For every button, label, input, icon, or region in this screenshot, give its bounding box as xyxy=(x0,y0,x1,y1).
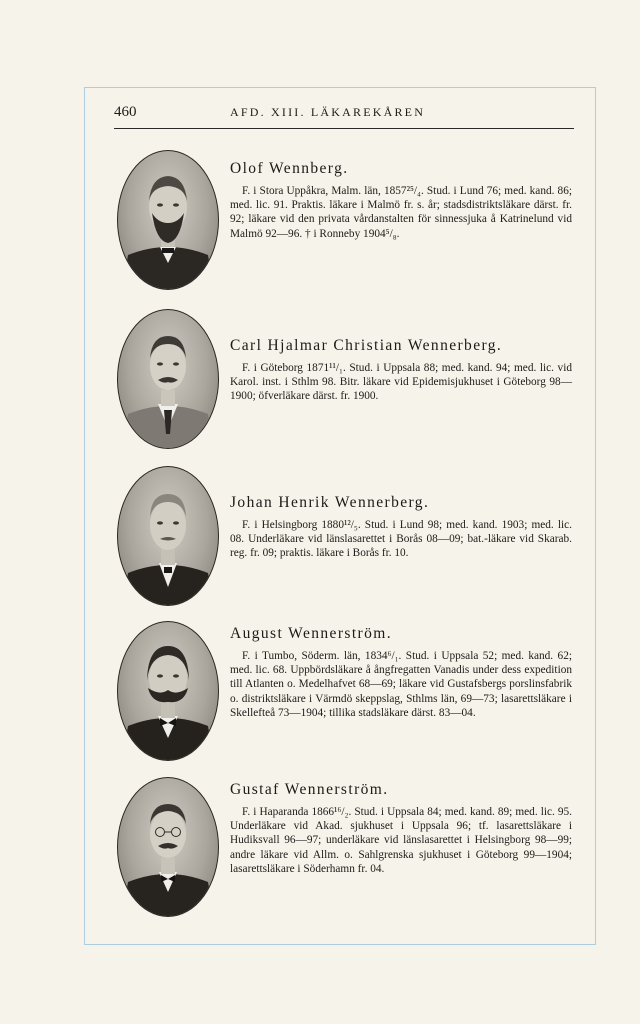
person-name: Carl Hjalmar Christian Wennerberg. xyxy=(230,337,503,354)
portrait-illustration xyxy=(118,310,218,448)
person-name: Olof Wennberg. xyxy=(230,160,349,177)
person-name: Gustaf Wennerström. xyxy=(230,781,389,798)
person-biography: F. i Göteborg 1871¹¹/₁. Stud. i Uppsala 88; med. kand. 94; med. lic. vid Karol. inst. i Sthlm 98. Bitr. läkare vid Epidemisjukhuset i Göteborg 98—1900; öfverläkare därst. fr. 1900. xyxy=(230,362,572,403)
person-biography: F. i Tumbo, Söderm. län, 1834⁶/₁. Stud. i Uppsala 52; med. kand. 62; med. lic. 68. Uppbördsläkare å ångfregatten Vanadis under dess expedition till Atlanten o. Medelhafvet 68—69; läkare vid Gustafsbergs porslinsfabrik o. distriktsläkare i Värmdö skeppslag, Sthlms län, 69—73; lasarettsläkare i Skellefteå 73—1904; tillika stadsläkare därst. 83—04. xyxy=(230,650,572,719)
page-number: 460 xyxy=(114,104,137,120)
portrait-photo xyxy=(117,309,219,449)
page-header xyxy=(114,104,574,129)
person-name: August Wennerström. xyxy=(230,625,392,642)
person-biography: F. i Haparanda 1866¹⁶/₂. Stud. i Uppsala 84; med. kand. 89; med. lic. 95. Underläkare vid Akad. sjukhuset i Uppsala 96; tf. lasarettsläkare i Hudiksvall 96—97; underläkare vid länslasarettet i Helsingborg 98—99; andre läkare vid Allm. o. Sahlgrenska sjukhuset i Göteborg 99—1904; lasarettsläkare i Söderhamn fr. 04. xyxy=(230,806,572,875)
portrait-illustration xyxy=(118,467,218,605)
portrait-illustration xyxy=(118,622,218,760)
running-title: AFD. XIII. LÄKAREKÅREN xyxy=(230,105,426,119)
portrait-illustration xyxy=(118,778,218,916)
person-biography: F. i Stora Uppåkra, Malm. län, 1857²⁵/₄. Stud. i Lund 76; med. kand. 86; med. lic. 91. Praktis. läkare i Malmö fr. s. år; stadsdistriktsläkare därst. fr. 92; läkare vid den privata vårdanstalten för sinnessjuka å Katrinelund vid Malmö 92—96. † i Ronneby 1904⁵/₈. xyxy=(230,185,572,240)
person-name: Johan Henrik Wennerberg. xyxy=(230,494,430,511)
portrait-photo xyxy=(117,777,219,917)
person-biography: F. i Helsingborg 1880¹²/₅. Stud. i Lund 98; med. kand. 1903; med. lic. 08. Underläkare vid länslasarettet i Borås 08—09; bat.-läkare vid Skarab. reg. fr. 09; praktis. läkare i Borås fr. 10. xyxy=(230,519,572,560)
portrait-illustration xyxy=(118,151,218,289)
portrait-photo xyxy=(117,466,219,606)
portrait-photo xyxy=(117,621,219,761)
portrait-photo xyxy=(117,150,219,290)
